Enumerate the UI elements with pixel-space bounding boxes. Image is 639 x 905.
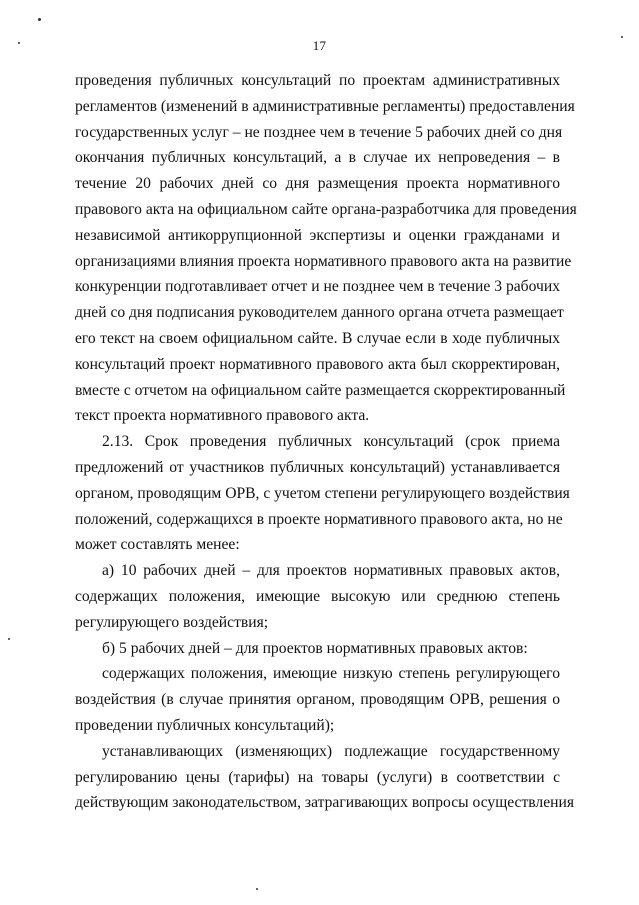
text-line: его текст на своем официальном сайте. В случае если в ходе публичных bbox=[75, 329, 560, 347]
paragraph-p1 bbox=[75, 68, 577, 429]
paragraph-p4 bbox=[75, 636, 560, 662]
text-line: регулирующего воздействия; bbox=[75, 613, 269, 631]
scan-speck bbox=[8, 638, 10, 640]
page-number: 17 bbox=[312, 38, 327, 53]
text-line: б) 5 рабочих дней – для проектов нормативных правовых актов: bbox=[102, 639, 528, 657]
text-line: действующим законодательством, затрагивающих вопросы осуществления bbox=[75, 794, 574, 812]
scan-speck bbox=[256, 888, 258, 890]
text-line: содержащих положения, имеющие низкую степень регулирующего bbox=[102, 665, 560, 683]
text-line: 2.13. Срок проведения публичных консультаций (срок приема bbox=[102, 433, 560, 451]
paragraph-p2 bbox=[75, 429, 570, 558]
text-line: дней со дня подписания руководителем данного органа отчета размещает bbox=[75, 304, 564, 322]
text-line: государственных услуг – не позднее чем в течение 5 рабочих дней со дня bbox=[75, 123, 563, 141]
text-line: текст проекта нормативного правового акта. bbox=[75, 407, 370, 425]
text-line: предложений от участников публичных консультаций) устанавливается bbox=[75, 458, 560, 476]
text-line: а) 10 рабочих дней – для проектов нормативных правовых актов, bbox=[102, 562, 560, 580]
text-line: содержащих положения, имеющие высокую или среднюю степень bbox=[75, 587, 560, 605]
paragraph-p3 bbox=[75, 558, 560, 635]
paragraph-p5 bbox=[75, 661, 560, 738]
text-line: окончания публичных консультаций, а в случае их непроведения – в bbox=[75, 149, 560, 167]
text-line: органом, проводящим ОРВ, с учетом степени регулирующего воздействия bbox=[75, 484, 570, 502]
document-body bbox=[75, 68, 577, 816]
text-line: воздействия (в случае принятия органом, проводящим ОРВ, решения о bbox=[75, 691, 560, 709]
text-line: вместе с отчетом на официальном сайте размещается скорректированный bbox=[75, 381, 566, 399]
text-line: конкуренции подготавливает отчет и не позднее чем в течение 3 рабочих bbox=[75, 278, 560, 296]
scan-speck bbox=[621, 36, 623, 38]
text-line: положений, содержащихся в проекте нормативного правового акта, но не bbox=[75, 510, 563, 528]
scan-speck bbox=[38, 18, 41, 21]
text-line: правового акта на официальном сайте органа-разработчика для проведения bbox=[75, 200, 577, 218]
scan-speck bbox=[18, 42, 20, 44]
text-line: проведении публичных консультаций); bbox=[75, 716, 335, 734]
text-line: устанавливающих (изменяющих) подлежащие государственному bbox=[102, 742, 560, 760]
text-line: проведения публичных консультаций по проектам административных bbox=[75, 72, 560, 89]
text-line: регламентов (изменений в административные регламенты) предоставления bbox=[75, 97, 575, 115]
text-line: может составлять менее: bbox=[75, 536, 240, 554]
text-line: организациями влияния проекта нормативного правового акта на развитие bbox=[75, 252, 572, 270]
text-line: независимой антикоррупционной экспертизы и оценки гражданами и bbox=[75, 226, 560, 244]
text-line: консультаций проект нормативного правового акта был скорректирован, bbox=[75, 355, 560, 373]
text-line: регулированию цены (тарифы) на товары (услуги) в соответствии с bbox=[75, 768, 560, 786]
paragraph-p6 bbox=[75, 739, 574, 816]
text-line: течение 20 рабочих дней со дня размещения проекта нормативного bbox=[75, 175, 560, 193]
